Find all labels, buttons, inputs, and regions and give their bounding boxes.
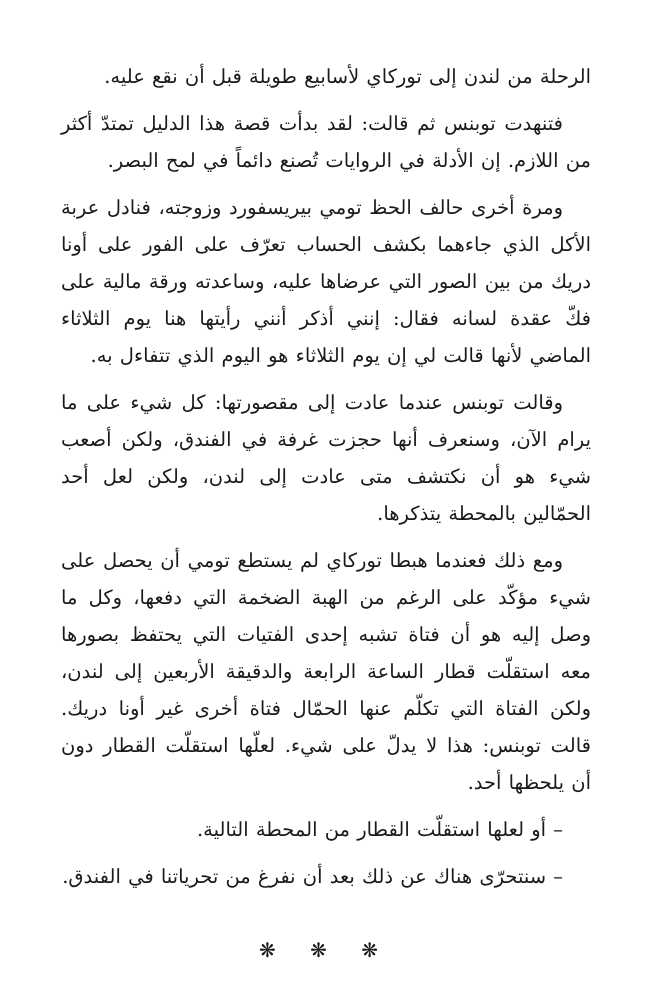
dialogue-line: – سنتحرّى هناك عن ذلك بعد أن نفرغ من تحرياتنا في الفندق. (62, 865, 563, 888)
section-divider (0, 938, 651, 962)
asterism-mark: ❋ (258, 938, 290, 962)
page-text-body (61, 58, 591, 905)
dialogue-line: – أو لعلها استقلّت القطار من المحطة التالية. (196, 818, 563, 841)
paragraph: وقالت توبنس عندما عادت إلى مقصورتها: كل شيء على ما يرام الآن، وسنعرف أنها حجزت غرفة في الفندق، ولكن أصعب شيء هو أن نكتشف متى عادت إلى لندن، ولكن لعل أحد الحمّالين بالمحطة يتذكرها. (61, 391, 591, 525)
asterism-mark: ❋ (310, 938, 341, 962)
asterism-mark: ❋ (361, 938, 392, 962)
paragraph: ومرة أخرى حالف الحظ تومي بيريسفورد وزوجته، فنادل عربة الأكل الذي جاءهما بكشف الحساب تعرّف على الفور على أونا دريك من بين الصور التي عرضاها عليه، وساعدته ورقة مالية على فكّ عقدة لسانه فقال: إنني أذكر أنني رأيتها هنا يوم الثلاثاء الماضي لأنها قالت لي إن يوم الثلاثاء هو اليوم الذي تتفاءل به. (61, 196, 591, 367)
paragraph: فتنهدت توبنس ثم قالت: لقد بدأت قصة هذا الدليل تمتدّ أكثر من اللازم. إن الأدلة في الروايات تُصنع دائماً في لمح البصر. (61, 112, 591, 172)
paragraph: ومع ذلك فعندما هبطا توركاي لم يستطع تومي أن يحصل على شيء مؤكّد على الرغم من الهبة الضخمة التي دفعها، وكل ما وصل إليه هو أن فتاة تشبه إحدى الفتيات التي يحتفظ بصورها معه استقلّت قطار الساعة الرابعة والدقيقة الأربعين إلى لندن، ولكن الفتاة التي تكلّم عنها الحمّال فتاة أخرى غير أونا دريك. قالت توبنس: هذا لا يدلّ على شيء. لعلّها استقلّت القطار دون أن يلحظها أحد. (61, 549, 591, 794)
paragraph: الرحلة من لندن إلى توركاي لأسابيع طويلة قبل أن نقع عليه. (104, 65, 591, 88)
